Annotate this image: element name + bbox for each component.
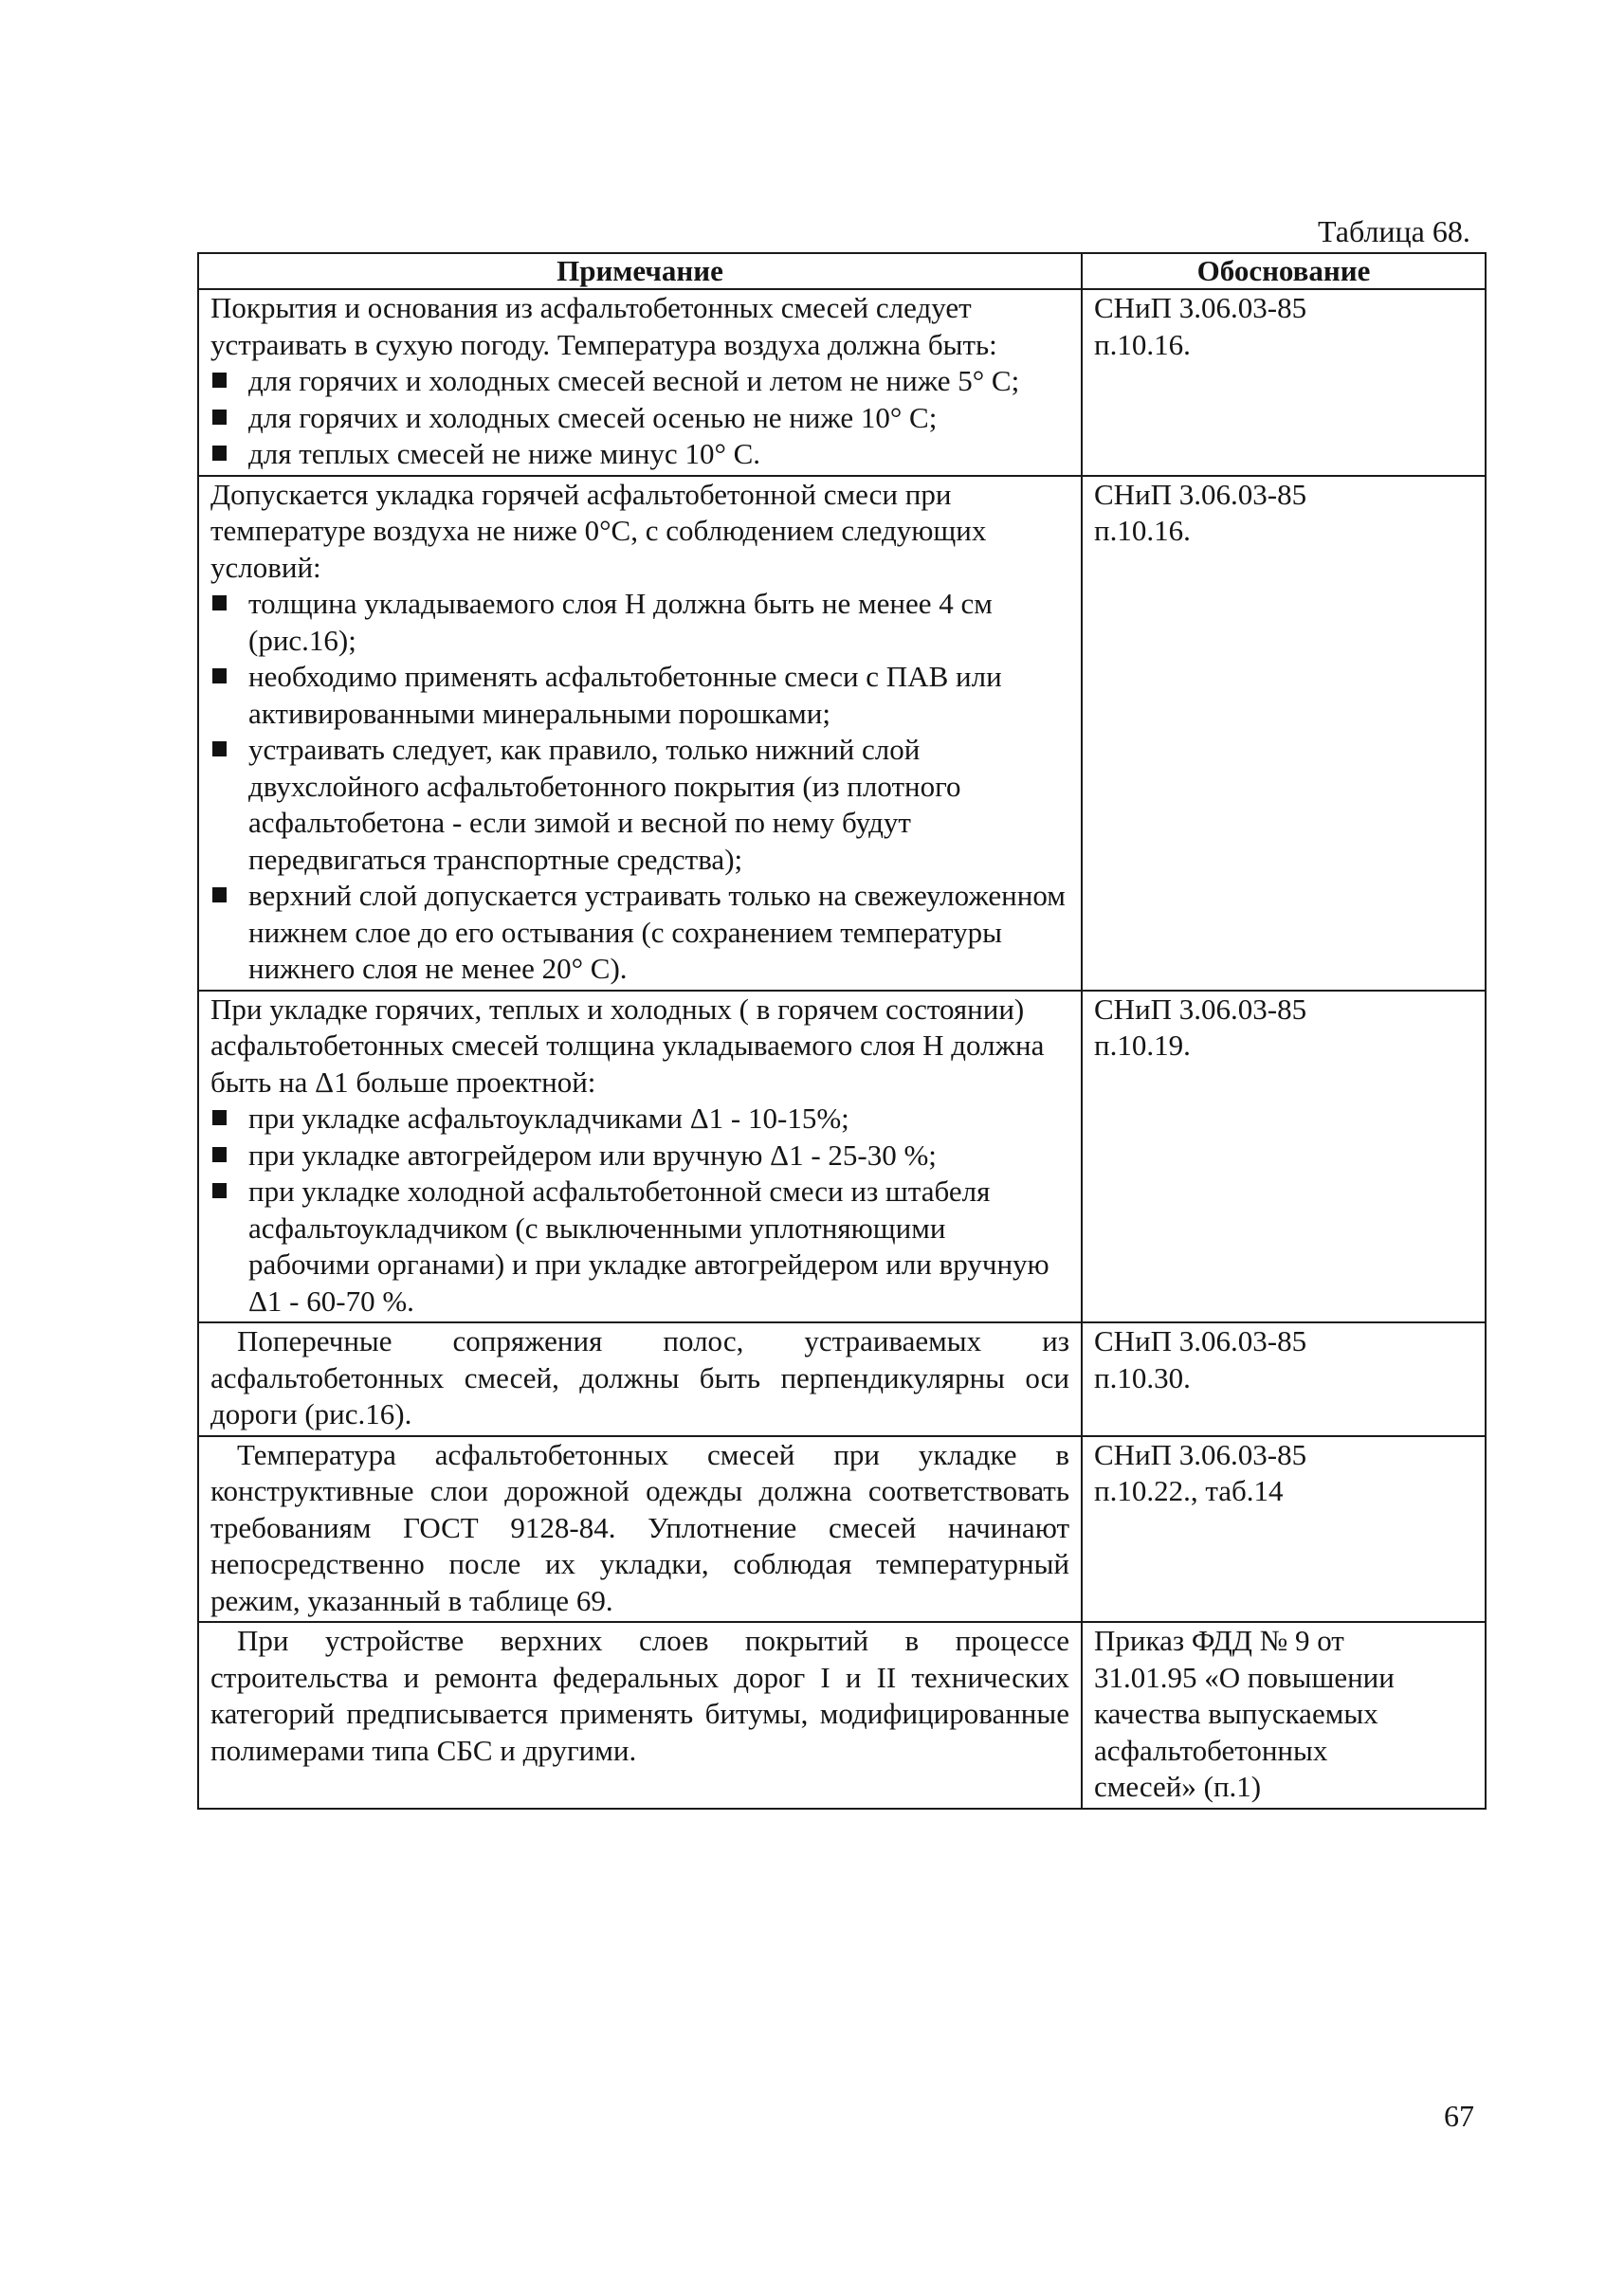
- note-bullet-text: для теплых смесей не ниже минус 10° С.: [248, 437, 761, 470]
- note-cell: [198, 991, 1082, 1323]
- note-cell: [198, 476, 1082, 991]
- note-bullet: [210, 1138, 1069, 1175]
- basis-cell: [1082, 991, 1486, 1323]
- square-bullet-icon: [212, 410, 227, 425]
- note-bullet: [210, 436, 1069, 473]
- note-bullet: [210, 1174, 1069, 1320]
- table-row: [198, 289, 1486, 476]
- table-row: [198, 476, 1486, 991]
- note-bullet-text: верхний слой допускается устраивать только на свежеуложенном нижнем слое до его остывания (с сохранением температуры нижнего слоя не менее 20° С).: [248, 879, 1066, 985]
- note-bullet-text: толщина укладываемого слоя Н должна быть не менее 4 см (рис.16);: [248, 587, 993, 657]
- note-intro: При устройстве верхних слоев покрытий в процессе строительства и ремонта федеральных дорог I и II технических категорий предписывается применять битумы, модифицированные полимерами типа СБС и другими.: [210, 1624, 1069, 1767]
- note-bullet-text: для горячих и холодных смесей весной и летом не ниже 5° С;: [248, 364, 1020, 397]
- basis-text: Приказ ФДД № 9 от 31.01.95 «О повышении качества выпускаемых асфальтобетонных смесей» (п.1): [1094, 1624, 1395, 1803]
- square-bullet-icon: [212, 1110, 227, 1125]
- note-cell: [198, 289, 1082, 476]
- square-bullet-icon: [212, 595, 227, 610]
- basis-text: СНиП 3.06.03-85 п.10.16.: [1094, 291, 1307, 361]
- square-bullet-icon: [212, 1183, 227, 1198]
- note-cell: [198, 1622, 1082, 1809]
- basis-text: СНиП 3.06.03-85 п.10.19.: [1094, 992, 1307, 1062]
- note-bullet: [210, 659, 1069, 732]
- note-bullet-text: при укладке асфальтоукладчиками Δ1 - 10-15%;: [248, 1102, 849, 1135]
- note-bullet-list: [210, 1101, 1069, 1320]
- basis-cell: [1082, 1622, 1486, 1809]
- note-bullet-text: необходимо применять асфальтобетонные смеси с ПАВ или активированными минеральными порошками;: [248, 660, 1002, 730]
- note-bullet-text: для горячих и холодных смесей осенью не ниже 10° С;: [248, 400, 938, 434]
- square-bullet-icon: [212, 1147, 227, 1162]
- basis-text: СНиП 3.06.03-85 п.10.16.: [1094, 477, 1307, 547]
- note-bullet: [210, 732, 1069, 878]
- note-bullet: [210, 878, 1069, 988]
- table-caption: Таблица 68.: [1318, 214, 1470, 248]
- header-basis: Обоснование: [1082, 253, 1486, 289]
- square-bullet-icon: [212, 887, 227, 902]
- page-number: 67: [1444, 2099, 1474, 2133]
- note-intro: Допускается укладка горячей асфальтобетонной смеси при температуре воздуха не ниже 0°С, с соблюдением следующих условий:: [210, 477, 987, 584]
- note-intro: Покрытия и основания из асфальтобетонных смесей следует устраивать в сухую погоду. Температура воздуха должна быть:: [210, 291, 997, 361]
- table-row: [198, 991, 1486, 1323]
- basis-cell: [1082, 1436, 1486, 1623]
- square-bullet-icon: [212, 668, 227, 683]
- requirements-table: [197, 252, 1487, 1810]
- note-bullet-text: устраивать следует, как правило, только нижний слой двухслойного асфальтобетонного покрытия (из плотного асфальтобетона - если зимой и весной по нему будут передвигаться транспортные средства);: [248, 733, 961, 876]
- note-bullet-text: при укладке автогрейдером или вручную Δ1 - 25-30 %;: [248, 1138, 937, 1172]
- note-bullet: [210, 1101, 1069, 1138]
- note-intro: Температура асфальтобетонных смесей при укладке в конструктивные слои дорожной одежды должна соответствовать требованиям ГОСТ 9128-84. Уплотнение смесей начинают непосредственно после их укладки, соблюдая температурный режим, указанный в таблице 69.: [210, 1437, 1069, 1617]
- note-bullet-text: при укладке холодной асфальтобетонной смеси из штабеля асфальтоукладчиком (с выключенными уплотняющими рабочими органами) и при укладке автогрейдером или вручную Δ1 - 60-70 %.: [248, 1175, 1049, 1318]
- note-cell: [198, 1436, 1082, 1623]
- square-bullet-icon: [212, 741, 227, 756]
- note-bullet: [210, 400, 1069, 437]
- table-row: [198, 1322, 1486, 1436]
- note-bullet: [210, 586, 1069, 659]
- basis-text: СНиП 3.06.03-85 п.10.30.: [1094, 1324, 1307, 1394]
- header-note: Примечание: [198, 253, 1082, 289]
- note-bullet-list: [210, 363, 1069, 473]
- table-header-row: [198, 253, 1486, 289]
- note-intro: Поперечные сопряжения полос, устраиваемых из асфальтобетонных смесей, должны быть перпендикулярны оси дороги (рис.16).: [210, 1324, 1069, 1430]
- square-bullet-icon: [212, 446, 227, 461]
- basis-cell: [1082, 1322, 1486, 1436]
- note-bullet: [210, 363, 1069, 400]
- note-bullet-list: [210, 586, 1069, 988]
- square-bullet-icon: [212, 373, 227, 388]
- note-intro: При укладке горячих, теплых и холодных ( в горячем состоянии) асфальтобетонных смесей толщина укладываемого слоя Н должна быть на Δ1 больше проектной:: [210, 992, 1045, 1099]
- table-row: [198, 1436, 1486, 1623]
- note-cell: [198, 1322, 1082, 1436]
- basis-cell: [1082, 289, 1486, 476]
- basis-cell: [1082, 476, 1486, 991]
- table-row: [198, 1622, 1486, 1809]
- basis-text: СНиП 3.06.03-85 п.10.22., таб.14: [1094, 1437, 1307, 1507]
